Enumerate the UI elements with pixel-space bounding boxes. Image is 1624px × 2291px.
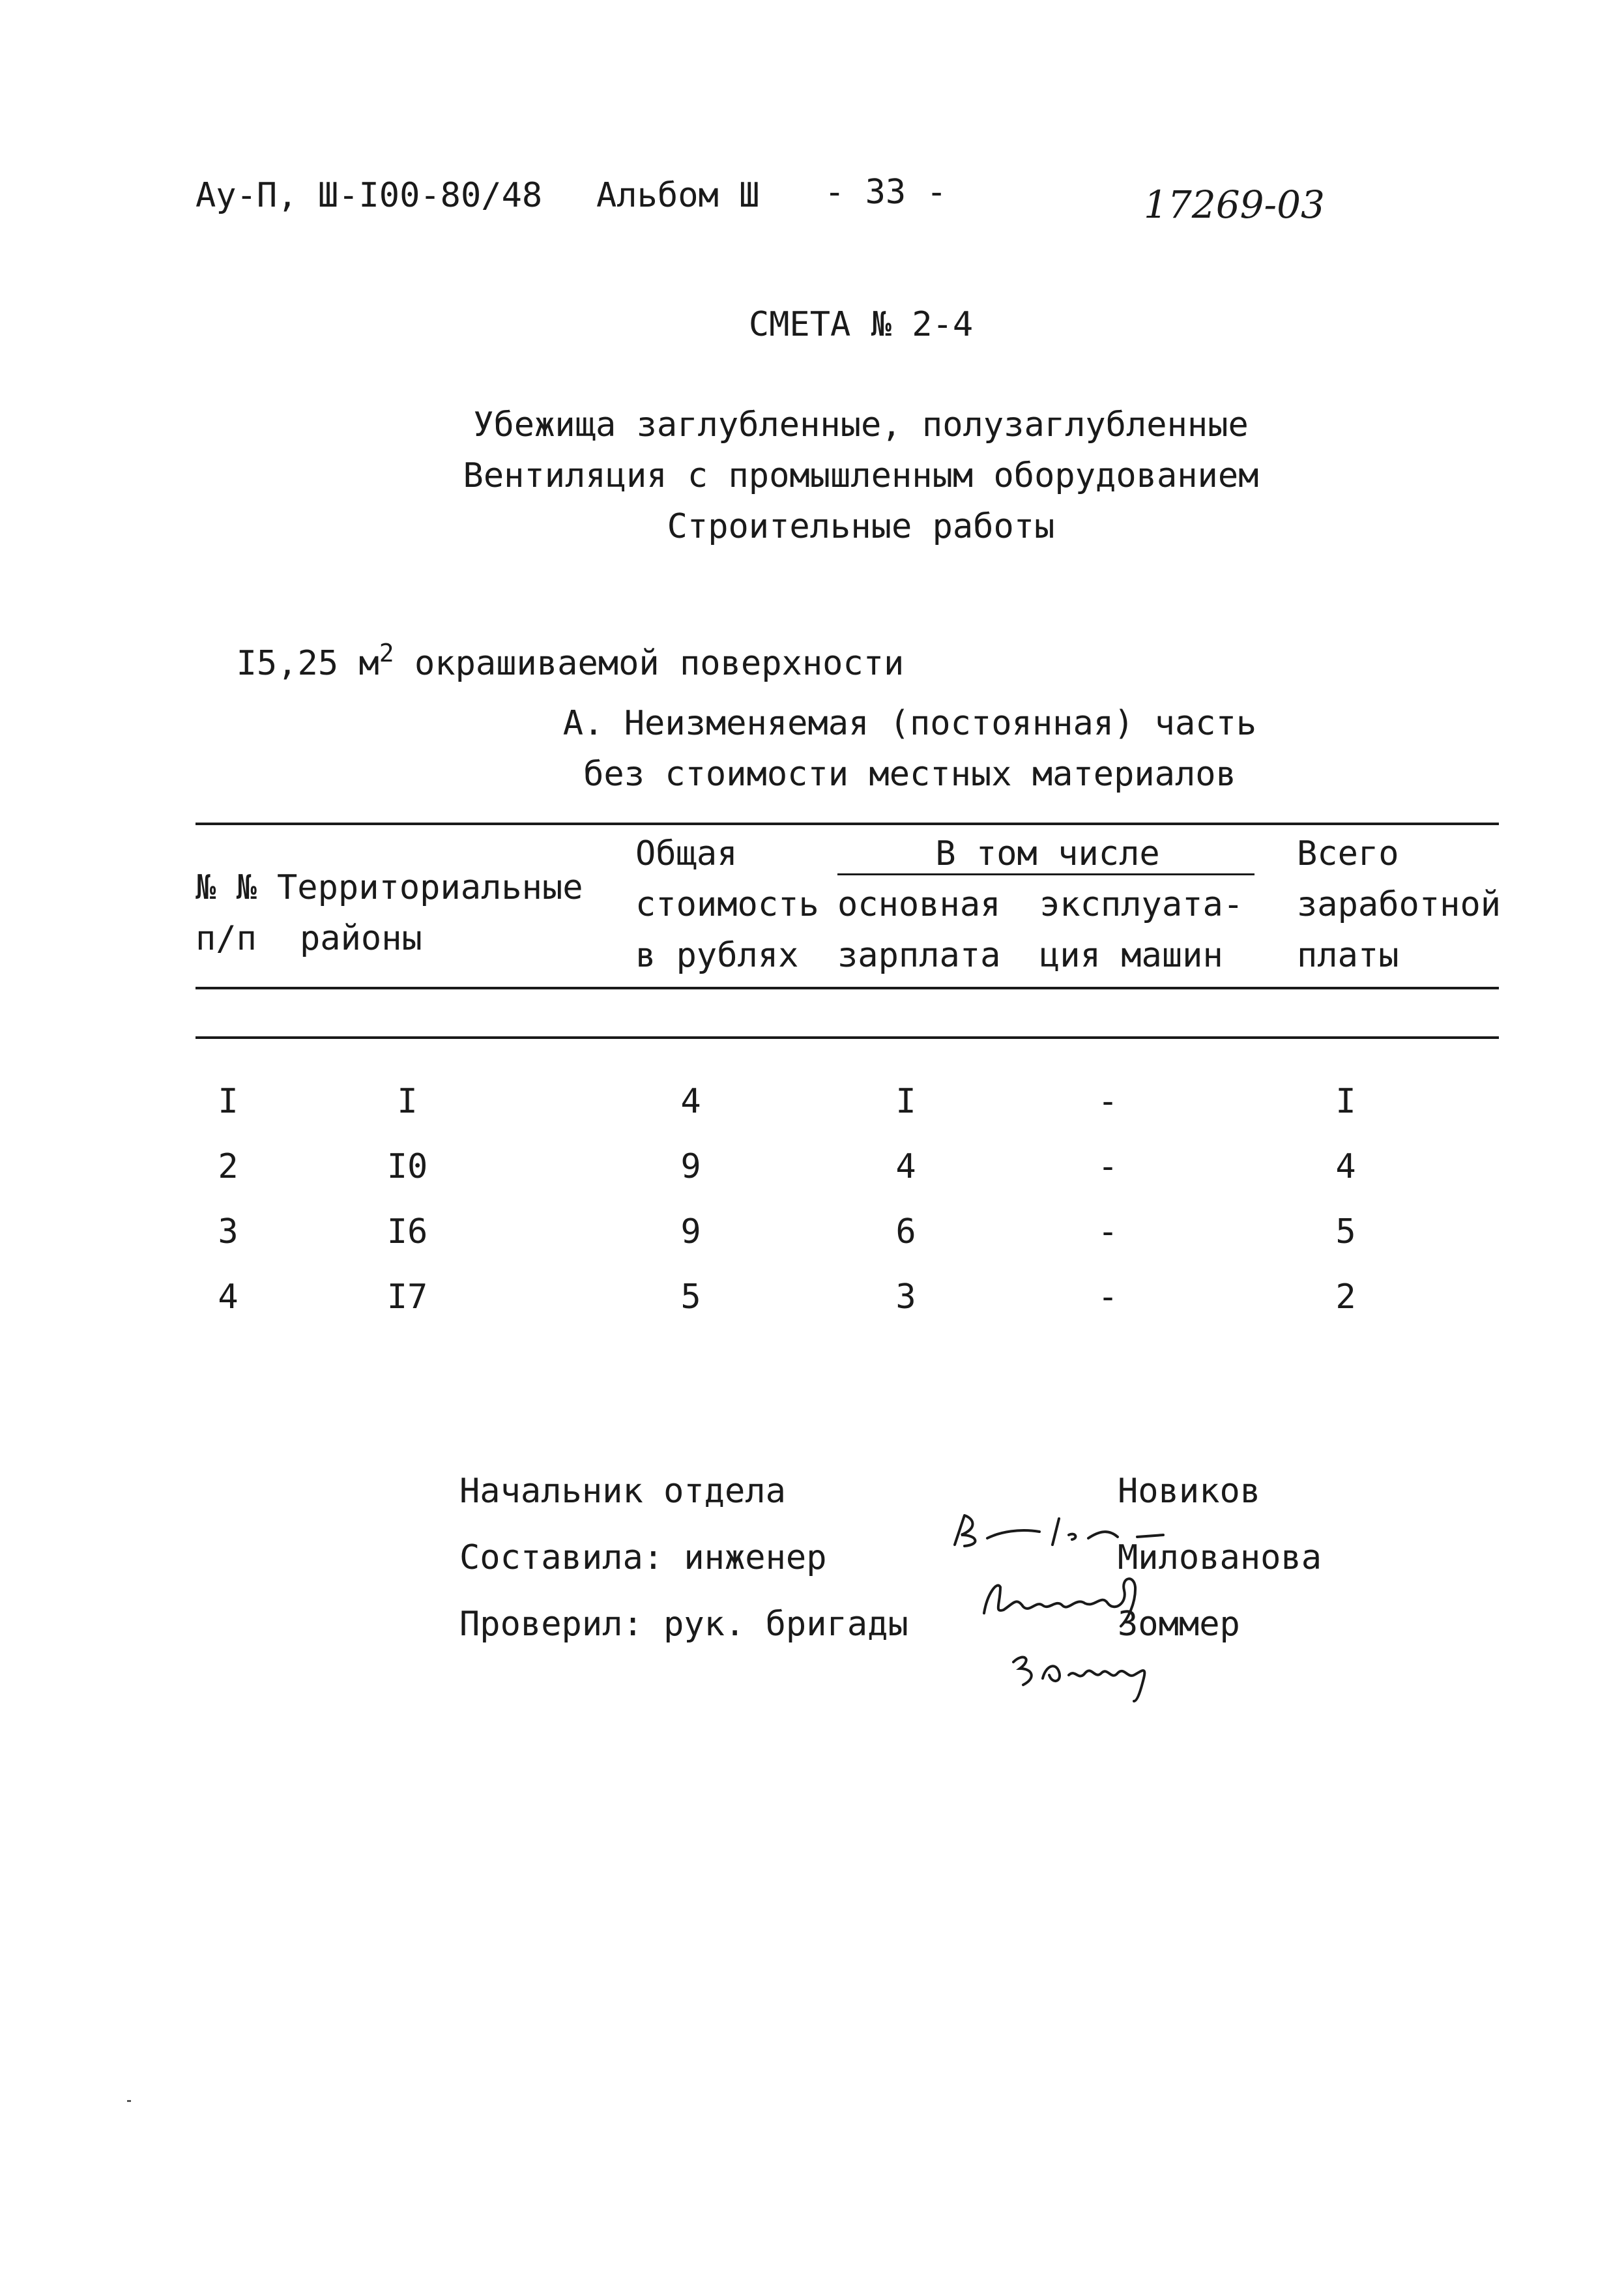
section-subheading: без стоимости местных материалов — [583, 755, 1236, 794]
cell-region: I7 — [386, 1277, 428, 1317]
body-top-rule — [196, 1036, 1499, 1039]
header-allpay-line1: Всего — [1297, 834, 1399, 873]
cell-num: 2 — [218, 1147, 239, 1186]
unit-line — [196, 605, 904, 683]
unit-power: 2 — [379, 639, 394, 667]
header-num-line1: № № — [196, 868, 257, 907]
header-album: Альбом Ш — [596, 176, 760, 215]
cell-allpay: 4 — [1335, 1147, 1356, 1186]
cell-total: 5 — [680, 1277, 701, 1317]
signature-role: Проверил: рук. бригады — [459, 1605, 908, 1644]
subtitle-line: Вентиляция с промышленным оборудованием — [463, 456, 1259, 495]
cell-salary: 6 — [895, 1212, 916, 1251]
header-num-line2: п/п — [196, 919, 257, 958]
cell-region: I6 — [386, 1212, 428, 1251]
document-title: СМЕТА № 2-4 — [748, 305, 974, 344]
cell-total: 9 — [680, 1212, 701, 1251]
unit-value: I5,25 — [236, 644, 339, 683]
section-heading: А. Неизменяемая (постоянная) часть — [562, 704, 1257, 743]
cell-salary: 4 — [895, 1147, 916, 1186]
cell-total: 4 — [680, 1082, 701, 1121]
cell-total: 9 — [680, 1147, 701, 1186]
header-total-line1: Общая — [635, 834, 738, 873]
cell-machines: - — [1097, 1082, 1118, 1121]
cell-machines: - — [1097, 1277, 1118, 1317]
header-salary-line1: основная — [837, 885, 1001, 924]
table-top-rule — [196, 823, 1499, 825]
cell-machines: - — [1097, 1147, 1118, 1186]
header-code: Ау-П, Ш-I00-80/48 — [196, 176, 543, 215]
signature-name: Новиков — [1118, 1472, 1261, 1511]
header-region-line2: районы — [300, 919, 422, 958]
cell-region: I0 — [386, 1147, 428, 1186]
cell-allpay: 2 — [1335, 1277, 1356, 1317]
header-salary-line2: зарплата — [837, 936, 1001, 975]
header-region-line1: Территориальные — [277, 868, 583, 907]
header-page-number: - 33 - — [824, 173, 947, 212]
header-group-underline — [837, 873, 1254, 875]
header-bottom-rule — [196, 987, 1499, 989]
signature-name: Зоммер — [1118, 1605, 1240, 1644]
cell-num: I — [218, 1082, 239, 1121]
cell-allpay: 5 — [1335, 1212, 1356, 1251]
header-machines-line2: ция машин — [1039, 936, 1223, 975]
header-total-line2: стоимость — [635, 885, 819, 924]
cell-allpay: I — [1335, 1082, 1356, 1121]
signature-role: Составила: инженер — [459, 1538, 827, 1577]
signature-name: Милованова — [1118, 1538, 1322, 1577]
cell-num: 4 — [218, 1277, 239, 1317]
header-doc-number: 17269-03 — [1144, 182, 1325, 227]
subtitle-line: Строительные работы — [667, 507, 1055, 546]
scan-speck — [127, 2100, 131, 2102]
header-allpay-line3: платы — [1297, 936, 1399, 975]
unit-base: м — [358, 644, 379, 683]
unit-label: окрашиваемой поверхности — [414, 644, 905, 683]
cell-salary: 3 — [895, 1277, 916, 1317]
cell-salary: I — [895, 1082, 916, 1121]
cell-machines: - — [1097, 1212, 1118, 1251]
signature-role: Начальник отдела — [459, 1472, 786, 1511]
header-allpay-line2: заработной — [1297, 885, 1501, 924]
header-group-label: В том числе — [935, 834, 1160, 873]
subtitle-line: Убежища заглубленные, полузаглубленные — [473, 405, 1249, 445]
cell-num: 3 — [218, 1212, 239, 1251]
header-total-line3: в рублях — [635, 936, 799, 975]
cell-region: I — [397, 1082, 418, 1121]
header-machines-line1: эксплуата- — [1039, 885, 1244, 924]
